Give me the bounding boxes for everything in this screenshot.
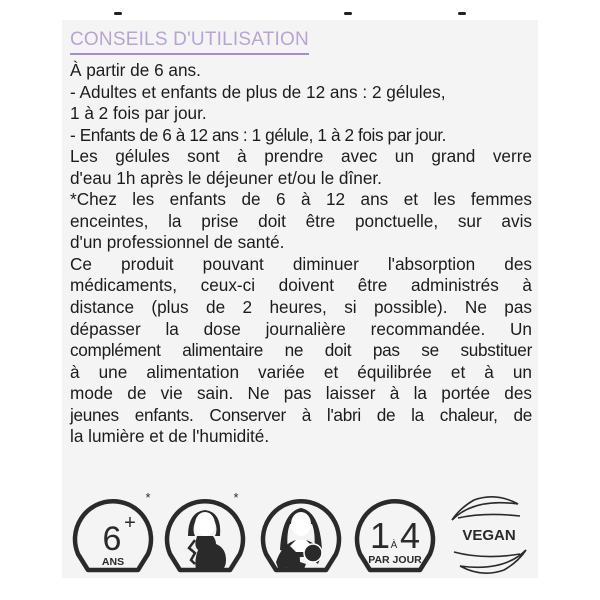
- text-line: d'un professionnel de santé.: [70, 232, 285, 253]
- vegan-icon: [444, 490, 534, 576]
- dosage-from: 1: [369, 515, 391, 556]
- text-line: médicaments, ceux-ci doivent être administrés à: [70, 275, 532, 296]
- usage-advice-panel: [62, 20, 538, 578]
- dosage-label: PAR JOUR: [368, 554, 422, 566]
- text-line: Ce produit pouvant diminuer l'absorption des: [70, 253, 532, 274]
- text-line: distance (plus de 2 heures, si possible). Ne pas: [70, 297, 532, 318]
- dosage-separator: À: [390, 540, 398, 551]
- text-line: enceintes, la prise doit être ponctuelle, sur avis: [70, 210, 532, 231]
- text-line: complément alimentaire ne doit pas se substituer: [70, 340, 532, 361]
- text-line: *Chez les enfants de 6 à 12 ans et les femmes: [70, 189, 532, 210]
- asterisk: *: [145, 490, 151, 505]
- dosage-to: 4: [399, 515, 421, 556]
- asterisk: *: [233, 490, 239, 505]
- remnant-mark: [344, 12, 352, 15]
- cropped-text-remnants: [62, 12, 538, 20]
- vegan-label: VEGAN: [462, 527, 516, 544]
- age-6-plus-icon: [68, 490, 158, 576]
- dosage-1-to-4-icon: [350, 490, 440, 576]
- section-title: CONSEILS D'UTILISATION: [70, 28, 309, 55]
- text-line: 1 à 2 fois par jour.: [70, 103, 207, 124]
- text-line: mode de vie sain. Ne pas laisser à la portée des: [70, 383, 532, 404]
- usage-instructions: [70, 60, 532, 448]
- text-line: la lumière et de l'humidité.: [70, 426, 270, 447]
- text-line: - Enfants de 6 à 12 ans : 1 gélule, 1 à 2 fois par jour.: [70, 124, 447, 145]
- remnant-mark: [114, 12, 122, 15]
- text-line: À partir de 6 ans.: [70, 60, 201, 80]
- pregnant-woman-icon: [160, 490, 250, 576]
- breastfeeding-woman-icon: [256, 490, 346, 576]
- remnant-mark: [458, 12, 466, 15]
- age-plus: +: [124, 512, 136, 534]
- pictogram-row: [68, 490, 534, 576]
- text-line: - Adultes et enfants de plus de 12 ans : 2 gélules,: [70, 81, 446, 102]
- text-line: d'eau 1h après le déjeuner et/ou le dîner.: [70, 167, 382, 188]
- text-line: Les gélules sont à prendre avec un grand verre: [70, 146, 532, 167]
- text-line: jeunes enfants. Conserver à l'abri de la chaleur, de: [70, 404, 532, 425]
- text-line: à une alimentation variée et équilibrée et à un: [70, 361, 532, 382]
- text-line: dépasser la dose journalière recommandée. Un: [70, 318, 532, 339]
- age-number: 6: [102, 520, 122, 558]
- age-label: ANS: [101, 556, 125, 568]
